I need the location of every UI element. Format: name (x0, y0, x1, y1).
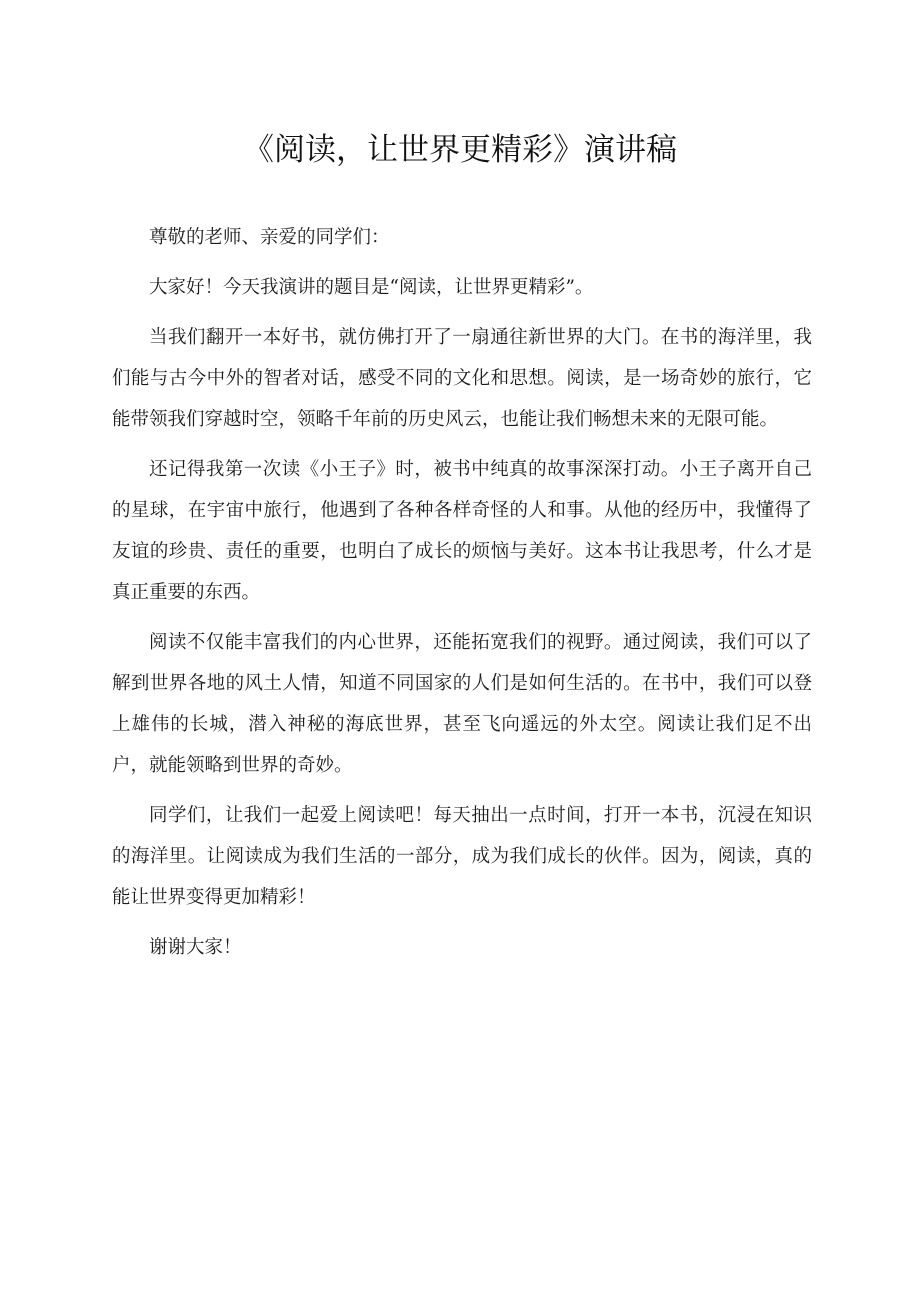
greeting-paragraph: 大家好！今天我演讲的题目是“阅读，让世界更精彩”。 (149, 277, 594, 298)
closing-line: 谢谢大家！ (149, 937, 242, 958)
body-paragraph: 同学们，让我们一起爱上阅读吧！每天抽出一点时间，打开一本书，沉浸在知识的海洋里。让阅读成为我们生活的一部分，成为我们成长的伙伴。因为，阅读，真的能让世界变得更加精彩！ (112, 805, 812, 908)
speech-body (112, 217, 812, 977)
document-title: 《阅读，让世界更精彩》演讲稿 (243, 132, 677, 168)
body-paragraph: 还记得我第一次读《小王子》时，被书中纯真的故事深深打动。小王子离开自己的星球，在宇宙中旅行，他遇到了各种各样奇怪的人和事。从他的经历中，我懂得了友谊的珍贵、责任的重要，也明白了成长的烦恼与美好。这本书让我思考，什么才是真正重要的东西。 (112, 459, 812, 603)
body-paragraph: 阅读不仅能丰富我们的内心世界，还能拓宽我们的视野。通过阅读，我们可以了解到世界各地的风土人情，知道不同国家的人们是如何生活的。在书中，我们可以登上雄伟的长城，潜入神秘的海底世界，甚至飞向遥远的外太空。阅读让我们足不出户，就能领略到世界的奇妙。 (112, 632, 812, 776)
salutation: 尊敬的老师、亲爱的同学们： (149, 227, 390, 248)
body-paragraph: 当我们翻开一本好书，就仿佛打开了一扇通往新世界的大门。在书的海洋里，我们能与古今中外的智者对话，感受不同的文化和思想。阅读，是一场奇妙的旅行，它能带领我们穿越时空，领略千年前的历史风云，也能让我们畅想未来的无限可能。 (112, 327, 812, 430)
